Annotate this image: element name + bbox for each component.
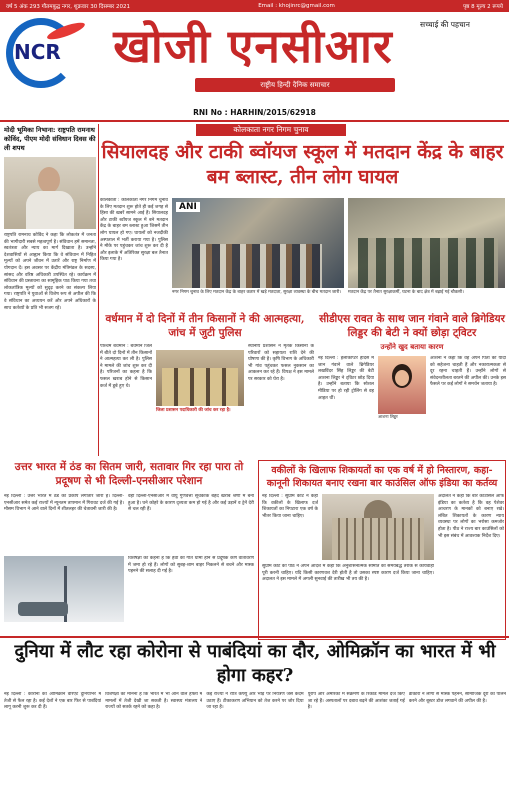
farmer-article-text: पश्चिम बर्धमान : बर्धमान जिले में बीते दो दिनों में तीन किसानों ने आत्महत्या कर ली है। पुलिस ने मामले की जांच शुरू कर दी है। परिजनों का कहना है कि फसल खराब होने से किसान कर्ज में डूबे हुए थे। bbox=[100, 344, 152, 389]
left-headline: मोदी भूमिका निभाना: राष्ट्रपति रामनाथ कोविंद, पीएम मोदी संविधान दिवस की ली शपथ bbox=[4, 126, 96, 152]
divider bbox=[98, 124, 99, 456]
main-headline: सियालदह और टाकी ब्वॉयज स्कूल में मतदान केंद्र के बाहर बम ब्लास्ट, तीन लोग घायल bbox=[101, 141, 504, 188]
supreme-court-photo bbox=[322, 494, 434, 560]
photo-crowd bbox=[192, 244, 322, 288]
covid-article-col: कई राज्यों ने रात्रि कर्फ्यू और भीड़ पर नियंत्रण जैसे कदम उठाए हैं। टीकाकरण अभियान को तेज करने पर जोर दिया जा रहा है। bbox=[206, 692, 304, 711]
cds-kicker: उन्होंने खुद बताया कारण bbox=[380, 343, 444, 351]
police-photo bbox=[156, 350, 244, 406]
main-article-text: कोलकाता : कोलकाता नगर निगम चुनाव के लिए मतदान शुरू होते ही कई जगह से हिंसा की खबरें सामने आई हैं। सियालदह और टाकी ब्वॉयज स्कूल में बने मतदान केंद्र के बाहर बम ब्लास्ट हुआ जिसमें तीन लोग घायल हो गए। घायलों को नजदीकी अस्पताल में भर्ती कराया गया है। पुलिस ने मौके पर पहुंचकर जांच शुरू कर दी है और इलाके में अतिरिक्त सुरक्षा बल तैनात किया गया है। bbox=[100, 198, 168, 263]
photo-people bbox=[358, 238, 498, 288]
photo-face bbox=[38, 167, 60, 193]
covid-article-col: विशेषज्ञों का मानना है कि भारत में भी आने वाले हफ्तों में मामलों में तेजी देखी जा सकती है। स्वास्थ्य मंत्रालय ने राज्यों को सतर्क रहने को कहा है। bbox=[105, 692, 203, 711]
newspaper-title: खोजी एनसीआर bbox=[113, 19, 393, 73]
photo-body bbox=[26, 191, 74, 229]
pages-info: पृष्ठ 8 मूल्य 2 रूपये bbox=[463, 4, 503, 10]
photo-building bbox=[332, 518, 424, 560]
pollution-article-text-2: वहीं दिल्ली-एनसीआर में वायु गुणवत्ता सूचकांक बेहद खराब श्रेणी में बना हुआ है। घने कोहरे के कारण दृश्यता कम हो गई है और कई उड़ानें व ट्रेनें देरी से चल रही हैं। bbox=[128, 494, 254, 513]
pollution-headline: उत्तर भारत में ठंड का सितम जारी, सतावार गिर रहा पारा तो प्रदूषण से भी दिल्ली-एनसीआर परेशान bbox=[14, 461, 244, 487]
cds-article-text: नई दिल्ली : हेलीकॉप्टर हादसे में जान गंवाने वाले ब्रिगेडियर लखविंदर सिंह लिड्डर की बेटी आशना लिड्डर ने ट्विटर छोड़ दिया है। उन्होंने बताया कि सोशल मीडिया पर हो रही ट्रोलिंग से वह आहत थीं। bbox=[318, 356, 374, 401]
sc-article-text-3: सुप्रीम कोर्ट की पीठ ने अपने आदेश में कहा कि अनुशासनात्मक समिति को समयबद्ध तरीके से कार्यवाही पूरी करनी चाहिए। यदि किसी कारणवश देरी होती है तो उसका स्पष्ट कारण दर्ज किया जाना चाहिए। अदालत ने इस मामले में अगली सुनवाई की तारीख भी तय की है। bbox=[262, 564, 434, 583]
left-column bbox=[4, 126, 96, 456]
right-photo bbox=[348, 198, 505, 288]
girl-photo bbox=[378, 356, 426, 414]
photo-men bbox=[162, 368, 238, 406]
divider bbox=[0, 636, 509, 638]
logo-text: NCR bbox=[14, 40, 61, 64]
issue-info: वर्ष 5 अंक 293 गौतमबुद्ध नगर, शुक्रवार 30 दिसम्बर 2021 bbox=[6, 4, 130, 10]
cds-article-text-2: आशना ने कहा कि वह अपने पिता की यादों को सहेजना चाहती हैं और नकारात्मकता से दूर रहना चाहती हैं। उन्होंने लोगों से संवेदनशीलता बरतने की अपील की। उनके इस फैसले पर कई लोगों ने समर्थन जताया है। bbox=[430, 356, 506, 388]
email-info: Email : khojinrc@gmail.com bbox=[258, 3, 335, 9]
pollution-article-text-3: विशेषज्ञों का कहना है कि हवा की गति धीमी होने से प्रदूषक कण वातावरण में जमा हो रहे हैं। लोगों को सुबह-शाम बाहर निकलने से बचने और मास्क पहनने की सलाह दी गई है। bbox=[128, 556, 254, 575]
smog-photo bbox=[4, 556, 124, 622]
left-article-text: राष्ट्रपति रामनाथ कोविंद ने कहा कि लोकतंत्र में जनता की भागीदारी सबसे महत्वपूर्ण है। संविधान हमें समानता, स्वतंत्रता और न्याय का मार्ग दिखाता है। उन्होंने देशवासियों से आह्वान किया कि वे संविधान में निहित मूल्यों को अपने जीवन में उतारें और राष्ट्र निर्माण में योगदान दें। इस अवसर पर केंद्रीय मंत्रिमंडल के सदस्य, सांसद और वरिष्ठ अधिकारी उपस्थित रहे। कार्यक्रम में संविधान की प्रस्तावना का सामूहिक पाठ किया गया तथा लोकतांत्रिक मूल्यों को सुदृढ़ करने का संकल्प लिया गया। राष्ट्रपति ने युवाओं से विशेष रूप से अपील की कि वे संविधान का अध्ययन करें और अपने अधिकारों के साथ कर्तव्यों के प्रति भी सजग रहें। bbox=[4, 233, 96, 311]
section-label: कोलकाता नगर निगम चुनाव bbox=[196, 124, 346, 136]
main-photo bbox=[172, 198, 344, 288]
cds-headline: सीडीएस रावत के साथ जान गंवाने वाले ब्रिगेडियर लिड्डर की बेटी ने क्यों छोड़ा ट्विटर bbox=[319, 313, 505, 339]
farmer-headline: वर्धमान में दो दिनों में तीन किसानों ने की आत्महत्या, जांच में जुटी पुलिस bbox=[105, 313, 305, 339]
covid-headline: दुनिया में लौट रहा कोरोना से पाबंदियां का दौर, ओमिक्रॉन का भारत में भी होगा कहर? bbox=[14, 641, 496, 686]
logo bbox=[6, 18, 86, 88]
photo-car bbox=[18, 602, 68, 616]
sc-article-text: नई दिल्ली : सुप्रीम कोर्ट ने कहा कि वकीलों के खिलाफ दर्ज शिकायतों का निपटारा एक वर्ष के भीतर किया जाना चाहिए। bbox=[262, 494, 318, 519]
top-info-bar bbox=[0, 0, 509, 12]
girl-photo-caption: आशना लिड्डर bbox=[378, 414, 398, 419]
ani-watermark: ANI bbox=[176, 202, 200, 212]
covid-article-col: डॉक्टरों ने लोगों से मास्क पहनने, सामाजिक दूरी का पालन करने और बूस्टर डोज लगवाने की अपील की है। bbox=[408, 692, 506, 704]
president-photo bbox=[4, 157, 96, 229]
police-photo-caption: जिला प्रशासन पदाधिकारी की जांच कर रहा है। bbox=[156, 408, 231, 413]
sc-article-text-2: अदालत ने कहा कि बार काउंसिल ऑफ इंडिया का कर्तव्य है कि वह पेशेवर आचरण के मानकों को बनाए रखे। लंबित शिकायतों के कारण न्याय व्यवस्था पर लोगों का भरोसा कमजोर होता है। पीठ ने राज्य बार काउंसिलों को भी इस संबंध में आवश्यक निर्देश दिए। bbox=[438, 494, 504, 539]
farmer-article-text-2: स्थानीय प्रशासन ने मृतक किसानों के परिवारों को सहायता राशि देने की घोषणा की है। कृषि विभाग के अधिकारी भी गांव पहुंचकर फसल नुकसान का आकलन कर रहे हैं। विपक्ष ने इस मामले पर सरकार को घेरा है। bbox=[248, 344, 314, 382]
tagline: सच्चाई की पहचान bbox=[420, 20, 470, 29]
pollution-article-text: नई दिल्ली : उत्तर भारत में ठंड का प्रकोप लगातार जारी है। दिल्ली-एनसीआर समेत कई राज्यों में न्यूनतम तापमान में गिरावट दर्ज की गई है। मौसम विभाग ने आने वाले दिनों में शीतलहर की चेतावनी जारी की है। bbox=[4, 494, 124, 513]
newspaper-subtitle: राष्ट्रीय हिन्दी दैनिक समाचार bbox=[195, 78, 395, 92]
covid-article-columns bbox=[4, 692, 506, 796]
photo-face bbox=[395, 370, 409, 386]
right-photo-caption: मतदान केंद्र पर तैनात सुरक्षाकर्मी, घटना के बाद क्षेत्र में बढ़ाई गई चौकसी। bbox=[348, 290, 464, 295]
rni-number: RNI No : HARHIN/2015/62918 bbox=[193, 108, 316, 117]
photo-dome bbox=[364, 500, 392, 518]
sc-headline: वकीलों के खिलाफ शिकायतों का एक वर्ष में हो निस्तारण, कहा-कानूनी शिकायत बनाए रखना बार काउंसिल ऑफ इंडिया का कर्तव्य bbox=[266, 465, 498, 489]
covid-article-col: यूरोप और अमेरिका में संक्रमण के रिकॉर्ड मामले दर्ज किए जा रहे हैं। अस्पतालों पर दबाव बढ़ने की आशंका जताई गई है। bbox=[307, 692, 405, 711]
covid-article-col: नई दिल्ली : कोरोना का ओमिक्रॉन वेरिएंट दुनियाभर में तेजी से फैल रहा है। कई देशों ने एक बार फिर से पाबंदियां लागू करनी शुरू कर दी हैं। bbox=[4, 692, 102, 711]
divider bbox=[0, 120, 509, 122]
masthead bbox=[0, 12, 509, 96]
main-photo-caption: नगर निगम चुनाव के लिए मतदान केंद्र के बाहर कतार में खड़े मतदाता, सुरक्षा व्यवस्था के बीच मतदान जारी। bbox=[172, 290, 342, 295]
